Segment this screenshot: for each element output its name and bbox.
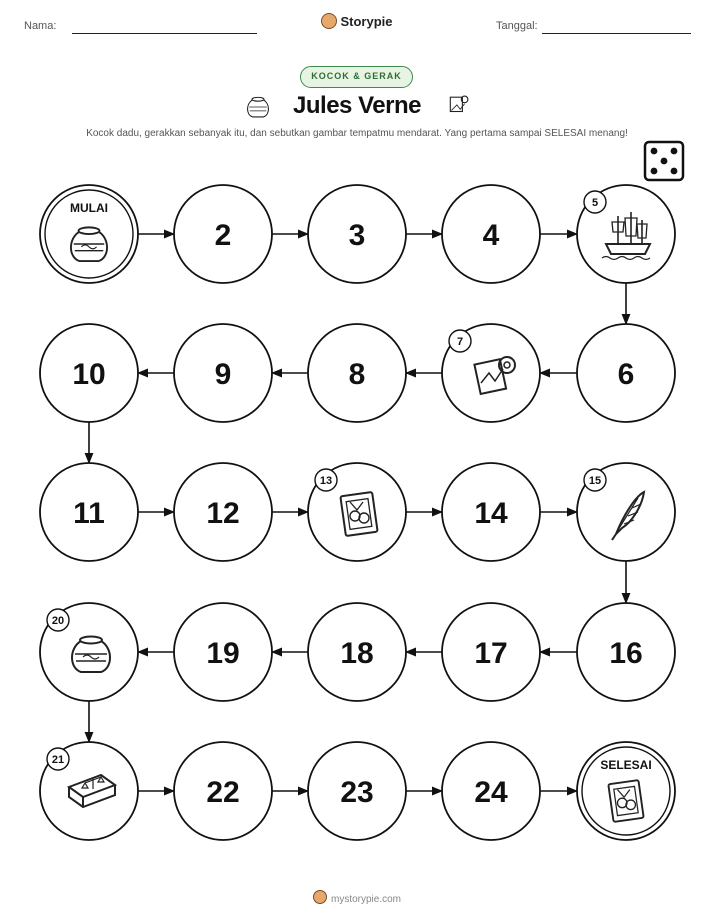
cell-number: 14 <box>474 497 508 530</box>
board-cell <box>442 324 540 422</box>
cell-number: 22 <box>206 776 240 809</box>
cell-number: 18 <box>340 637 374 670</box>
board-cell <box>442 742 540 840</box>
cell-number: 8 <box>348 358 366 391</box>
board-cell <box>308 185 406 283</box>
cell-number: 3 <box>348 219 366 252</box>
board-cell <box>442 603 540 701</box>
board-cell <box>308 324 406 422</box>
board-cell <box>577 463 675 561</box>
cell-number: 24 <box>474 776 508 809</box>
page-title: Jules Verne <box>293 92 421 119</box>
board-cell <box>174 463 272 561</box>
board-cell <box>308 603 406 701</box>
vase-icon <box>248 97 269 117</box>
cell-number: 7 <box>456 336 464 348</box>
paper-roll-icon <box>450 96 468 111</box>
cell-number: 13 <box>319 475 333 487</box>
footer <box>0 890 714 905</box>
instructions: Kocok dadu, gerakkan sebanyak itu, dan sebutkan gambar tempatmu mendarat. Yang pertama sampai SELESAI menang! <box>86 128 628 139</box>
cell-circle <box>577 742 675 840</box>
board-cell <box>442 463 540 561</box>
dice-icon <box>645 142 683 180</box>
date-label: Tanggal: <box>496 20 538 32</box>
board-cells <box>40 185 675 840</box>
brand-name: Storypie <box>340 14 393 29</box>
cell-number: 11 <box>73 497 105 530</box>
board-cell <box>442 185 540 283</box>
cell-number: 23 <box>340 776 374 809</box>
board-cell <box>174 324 272 422</box>
board-cell <box>40 463 138 561</box>
cell-number: 12 <box>206 497 240 530</box>
finish-label: SELESAI <box>600 758 652 772</box>
board-cell <box>308 463 406 561</box>
finish-cell <box>577 742 675 840</box>
cell-number: 19 <box>206 637 240 670</box>
cell-number: 15 <box>588 475 602 487</box>
cell-number: 17 <box>474 637 508 670</box>
board-cell <box>174 603 272 701</box>
cell-number: 5 <box>591 197 599 209</box>
board-cell <box>174 742 272 840</box>
cell-number: 16 <box>609 637 643 670</box>
storypie-logo-icon <box>313 890 327 904</box>
start-cell <box>40 185 138 283</box>
cell-number: 9 <box>214 358 232 391</box>
activity-tag: KOCOK & GERAK <box>300 66 413 88</box>
board-cell <box>174 185 272 283</box>
board-cell <box>40 603 138 701</box>
board-cell <box>577 324 675 422</box>
cell-number: 6 <box>617 358 635 391</box>
board-cell <box>40 324 138 422</box>
board-cell <box>577 603 675 701</box>
board-cell <box>308 742 406 840</box>
cell-number: 21 <box>51 754 65 766</box>
cell-number: 10 <box>72 358 106 391</box>
board-cell <box>40 742 138 840</box>
cell-number: 20 <box>51 615 65 627</box>
start-label: MULAI <box>70 201 108 215</box>
cell-number: 2 <box>214 219 232 252</box>
footer-site: mystorypie.com <box>330 894 401 905</box>
name-label: Nama: <box>24 20 57 32</box>
board-cell <box>577 185 675 283</box>
cell-number: 4 <box>482 219 500 252</box>
